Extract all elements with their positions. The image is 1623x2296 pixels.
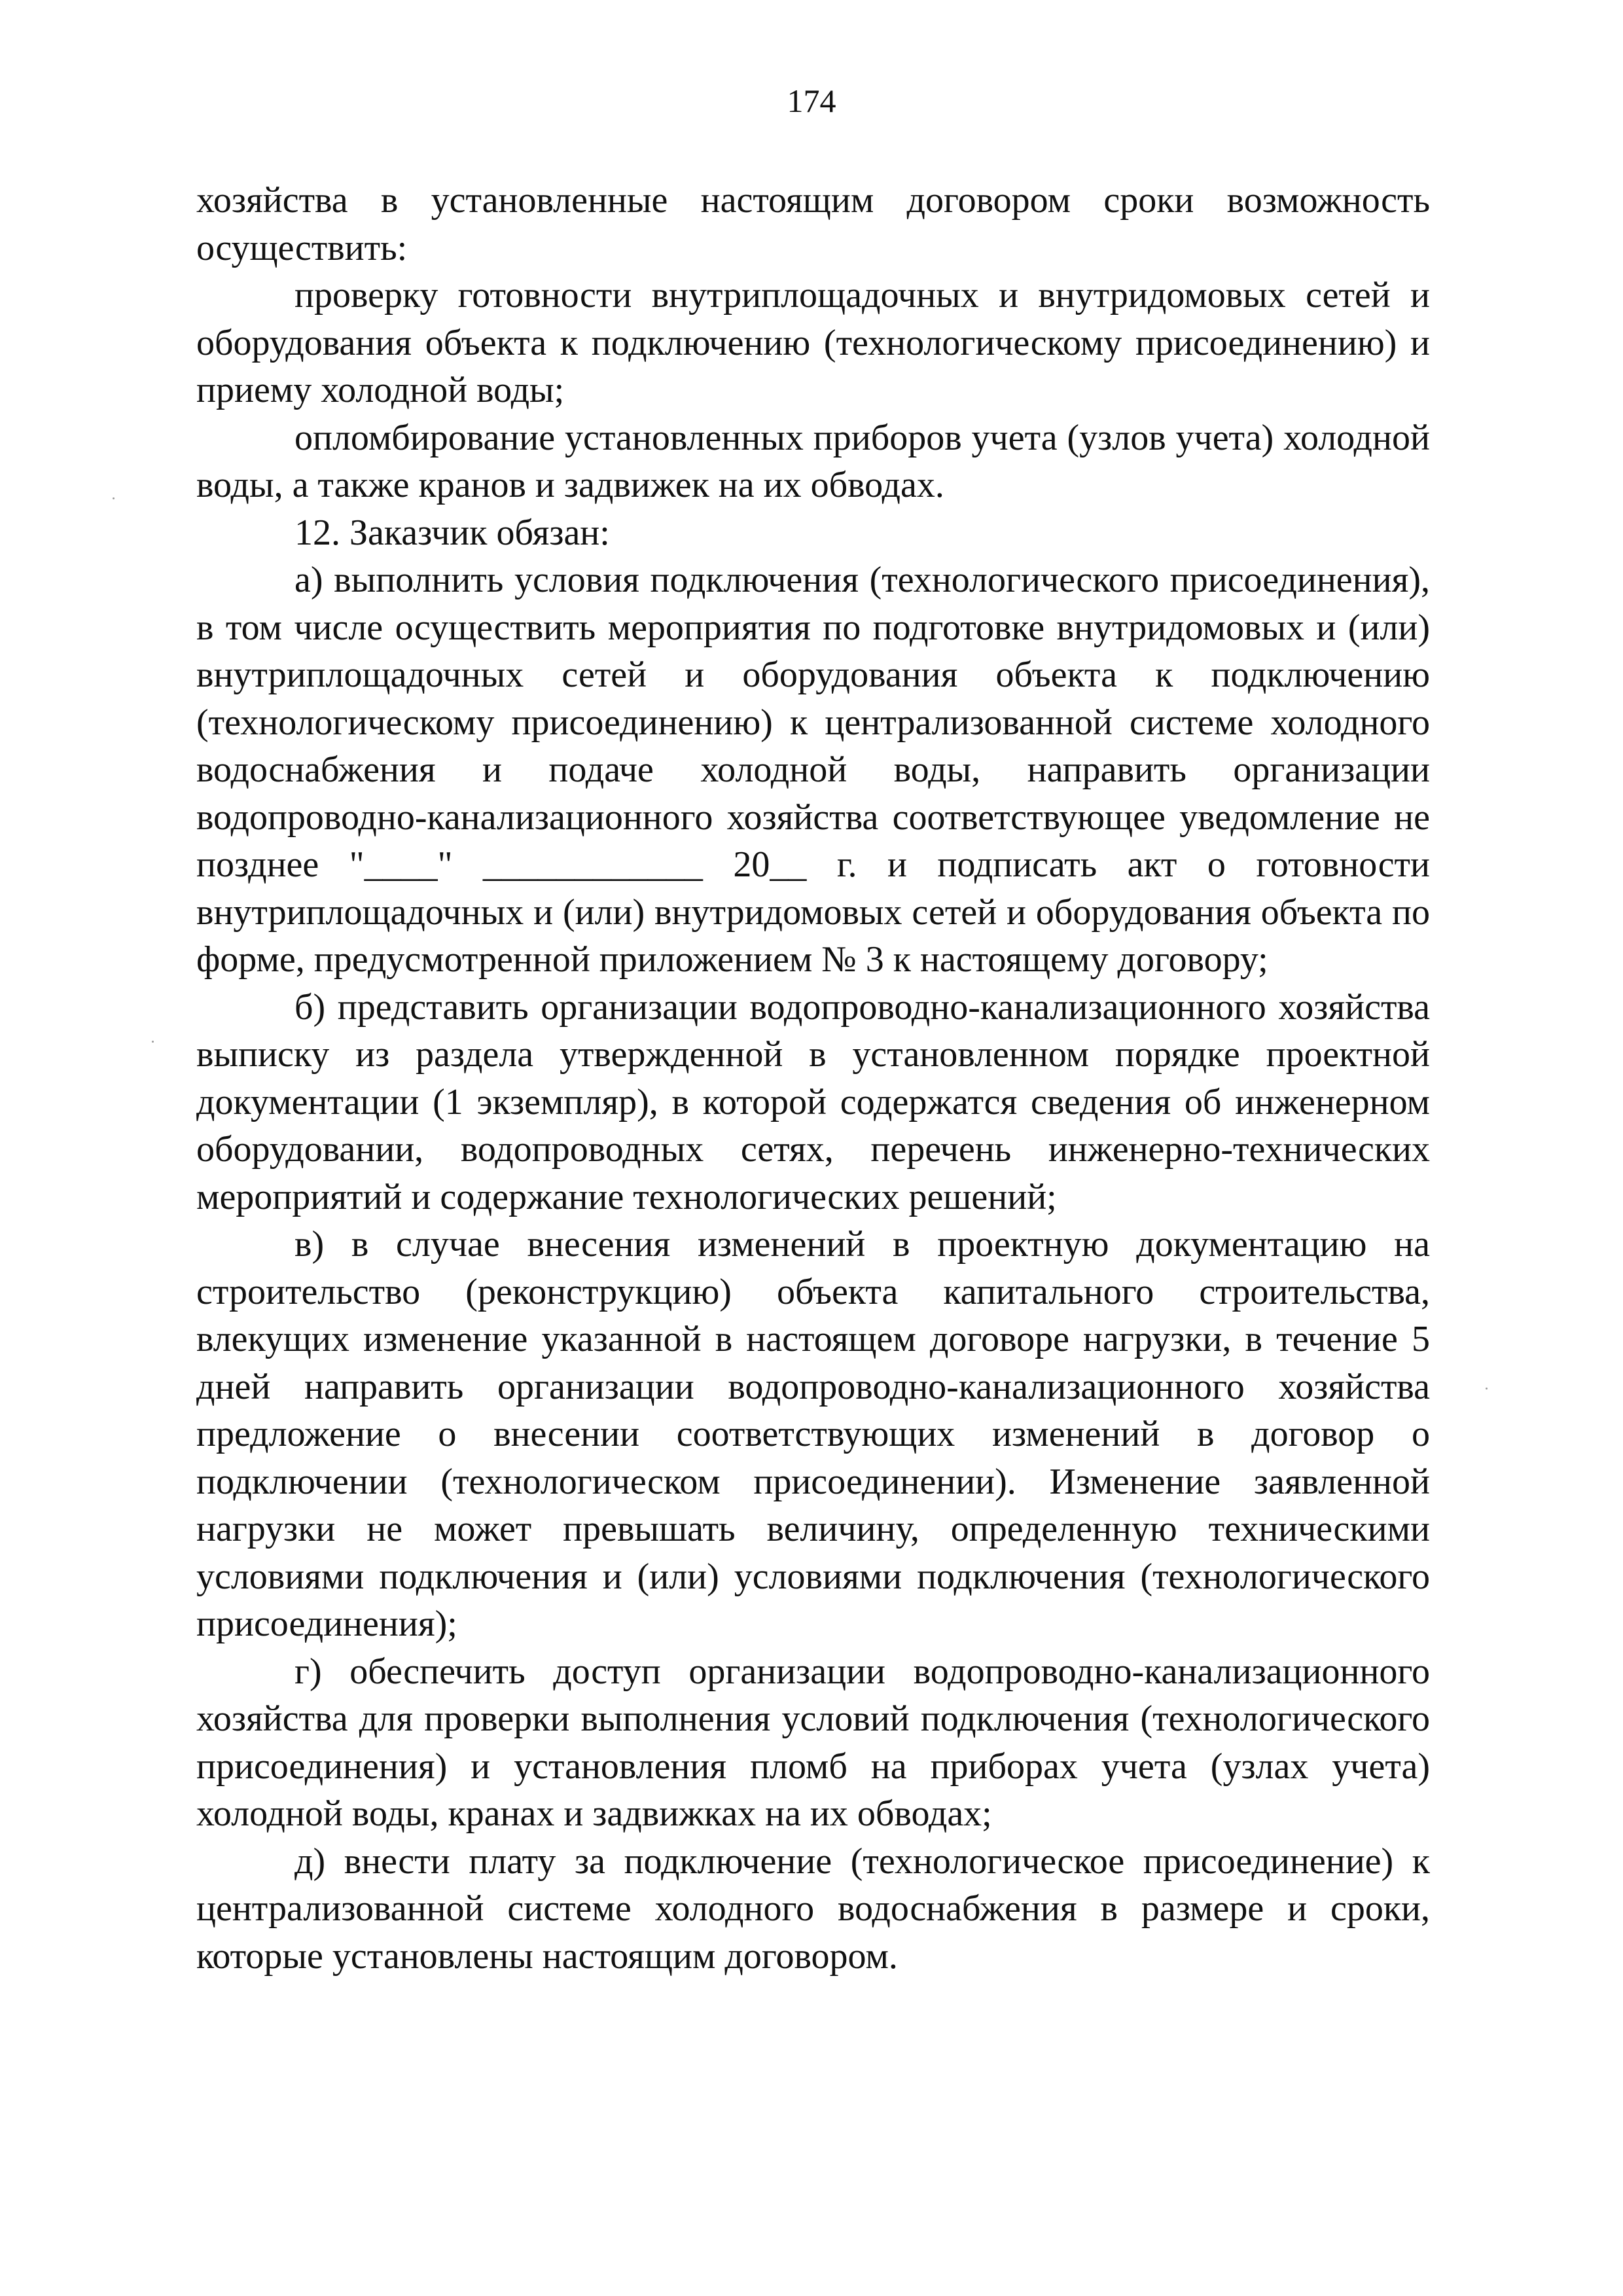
paragraph-item-v: в) в случае внесения изменений в проектную документацию на строительство (реконструкцию) объекта капитального строительства, влекущих изменение указанной в настоящем договоре нагрузки, в течение 5 дней направить организации водопроводно-канализационного хозяйства предложение о внесении соответствующих изменений в договор о подключении (технологическом присоединении). Изменение заявленной нагрузки не может превышать величину, определенную техническими условиями подключения и (или) условиями подключения (технологического присоединения); xyxy=(196,1224,1430,1644)
paragraph-item-b: б) представить организации водопроводно-канализационного хозяйства выписку из раздела утвержденной в установленном порядке проектной документации (1 экземпляр), в которой содержатся сведения об инженерном оборудовании, водопроводных сетях, перечень инженерно-технических мероприятий и содержание технологических решений; xyxy=(196,986,1430,1217)
scan-speck xyxy=(152,1041,154,1043)
scan-speck xyxy=(113,497,115,499)
paragraph-item-g: г) обеспечить доступ организации водопроводно-канализационного хозяйства для проверки выполнения условий подключения (технологического присоединения) и установления пломб на приборах учета (узлах учета) холодной воды, кранах и задвижках на их обводах; xyxy=(196,1651,1430,1834)
scan-speck xyxy=(1486,1388,1488,1390)
paragraph-sealing: опломбирование установленных приборов учета (узлов учета) холодной воды, а также кранов и задвижек на их обводах. xyxy=(196,417,1430,505)
paragraph-readiness-check: проверку готовности внутриплощадочных и внутридомовых сетей и оборудования объекта к подключению (технологическому присоединению) и приему холодной воды; xyxy=(196,275,1430,410)
document-body xyxy=(196,177,1430,1980)
paragraph-item-a: а) выполнить условия подключения (технологического присоединения), в том числе осуществить мероприятия по подготовке внутридомовых и (или) внутриплощадочных сетей и оборудования объекта к подключению (технологическому присоединению) к централизованной системе холодного водоснабжения и подаче холодной воды, направить организации водопроводно-канализационного хозяйства соответствующее уведомление не позднее "____" ____________ 20__ г. и подписать акт о готовности внутриплощадочных и (или) внутридомовых сетей и оборудования объекта по форме, предусмотренной приложением № 3 к настоящему договору; xyxy=(196,560,1430,980)
page-number: 174 xyxy=(787,82,836,119)
section-heading-customer-obligations: 12. Заказчик обязан: xyxy=(294,512,610,553)
paragraph-continuation: хозяйства в установленные настоящим договором сроки возможность осуществить: xyxy=(196,180,1430,268)
paragraph-item-d: д) внести плату за подключение (технологическое присоединение) к централизованной системе холодного водоснабжения в размере и сроки, которые установлены настоящим договором. xyxy=(196,1840,1430,1977)
